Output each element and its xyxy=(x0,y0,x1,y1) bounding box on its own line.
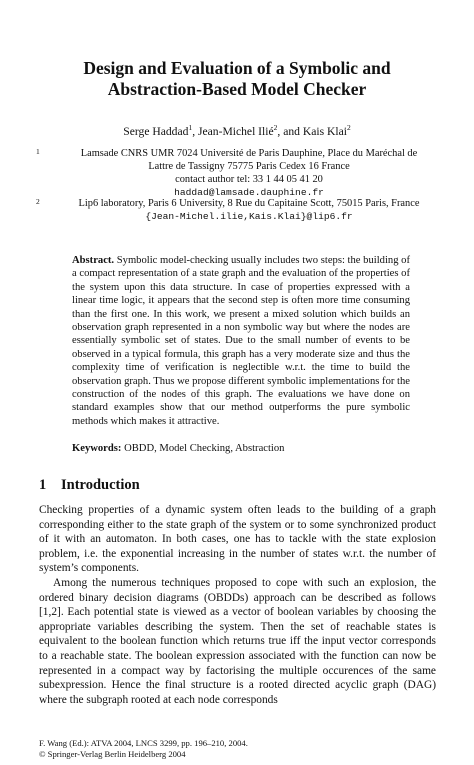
author-affiliation-mark: 1 xyxy=(188,123,193,132)
section-number: 1 xyxy=(39,477,47,493)
author-affiliation-mark: 2 xyxy=(273,123,278,132)
affiliation-email: {Jean-Michel.ilie,Kais.Klai}@lip6.fr xyxy=(145,210,353,222)
footer-citation: F. Wang (Ed.): ATVA 2004, LNCS 3299, pp. 196–210, 2004. xyxy=(39,738,248,748)
affiliation-2 xyxy=(36,198,450,224)
affiliation-line: Lattre de Tassigny 75775 Paris Cedex 16 France xyxy=(148,160,350,172)
affiliation-phone: contact author tel: 33 1 44 05 41 20 xyxy=(175,173,323,185)
affiliation-line: Lamsade CNRS UMR 7024 Université de Paris Dauphine, Place du Maréchal de xyxy=(80,148,418,159)
paragraph: Among the numerous techniques proposed to cope with such an explosion, the ordered binary decision diagrams (OBDDs) approach can be described as follows [1,2]. Each potential state is viewed as a vector of boolean variables by choosing the appropriate variables describing the system. Then the set of reachable states is equivalent to the boolean function which returns true iff the input vector corresponds to a reachable state. The boolean expression associated with the function can now be represented in a compact way by factorising the multiple occurences of the same subexpression. Hence the final structure is a rooted directed acyclic graph (DAG) where the subgraph rooted at each node corresponds xyxy=(39,576,436,706)
affiliation-email: haddad@lamsade.dauphine.fr xyxy=(174,186,324,198)
abstract-label: Abstract. xyxy=(72,255,115,266)
affiliation-line: Lip6 laboratory, Paris 6 University, 8 Rue du Capitaine Scott, 75015 Paris, France xyxy=(78,198,420,209)
footer-copyright: © Springer-Verlag Berlin Heidelberg 2004 xyxy=(39,748,186,759)
keywords xyxy=(72,443,410,454)
title-line-1: Design and Evaluation of a Symbolic and xyxy=(83,58,391,78)
author-name: Serge Haddad xyxy=(123,124,189,138)
section-title: Introduction xyxy=(61,477,140,493)
author-separator: , xyxy=(192,124,198,138)
title-line-2: Abstraction-Based Model Checker xyxy=(107,79,367,99)
author-name: Kais Klai xyxy=(302,124,347,138)
section-heading xyxy=(39,477,140,494)
affiliation-mark: 1 xyxy=(36,147,40,156)
keywords-text: OBDD, Model Checking, Abstraction xyxy=(124,443,285,454)
author-separator: , and xyxy=(277,124,303,138)
author-name: Jean-Michel Ilié xyxy=(197,124,274,138)
affiliation-mark: 2 xyxy=(36,197,40,206)
publication-footer xyxy=(39,738,248,759)
abstract xyxy=(72,254,410,428)
keywords-label: Keywords: xyxy=(72,443,122,454)
abstract-text: Symbolic model-checking usually includes two steps: the building of a compact representation of a state graph and the evaluation of the properties of the system upon this data structure. In case of properties expressed with a linear time logic, it appears that the second step is often more time consuming than the first one. In this work, we present a mixed solution which builds an observation graph represented in a non symbolic way but where the nodes are essentially symbolic set of states. Due to the small number of events to be observed in a typical formula, this graph has a very moderate size and thus the complexity time of verification is neglectible w.r.t. the time to build the observation graph. Thus we propose different symbolic implementations for the construction of the nodes of this graph. The evaluations we have done on standard examples show that our method outperforms the pure symbolic methods which makes it attractive. xyxy=(72,255,410,427)
author-affiliation-mark: 2 xyxy=(346,123,351,132)
author-list xyxy=(20,123,454,138)
body-text xyxy=(39,503,436,707)
paragraph: Checking properties of a dynamic system often leads to the building of a graph corresponding either to the state graph of the system or to some synchronized product of it with an automaton. In both cases, one has to tackle with the state explosion problem, i.e. the exponential increasing in the number of states w.r.t. the number of system’s components. xyxy=(39,504,436,575)
affiliation-1 xyxy=(36,148,450,200)
paper-title xyxy=(20,58,454,100)
